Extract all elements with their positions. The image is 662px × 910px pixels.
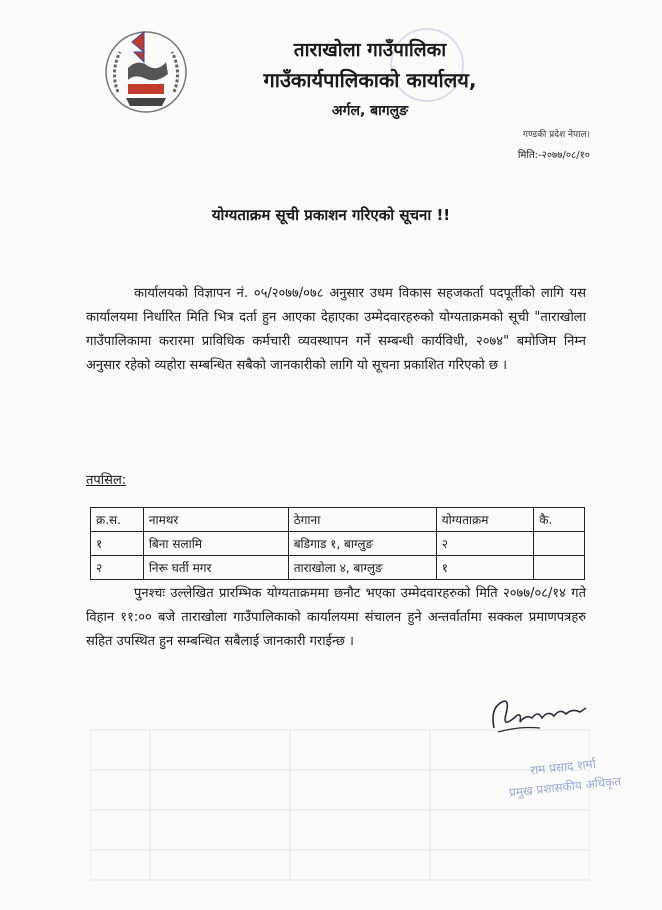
office-subtitle: गाउँकार्यपालिकाको कार्यालय, [263, 68, 477, 92]
merit-list-table [90, 507, 585, 580]
notice-heading: योग्यताक्रम सूची प्रकाशन गरिएको सूचना !! [211, 206, 451, 224]
cell-remarks [534, 556, 585, 580]
office-address: अर्गल, बागलुङ [331, 103, 409, 119]
cell-remarks [534, 532, 585, 556]
col-header-remarks: कै. [534, 508, 585, 532]
notice-date: मिति:-२०७७/०८/१० [517, 150, 590, 161]
cell-serial: २ [91, 556, 144, 580]
col-header-address: ठेगाना [288, 508, 436, 532]
details-label: तपसिल: [86, 473, 127, 488]
stamp-title: प्रमुख प्रशासकीय अधिकृत [508, 774, 622, 800]
handwritten-signature [480, 688, 600, 738]
nepal-government-emblem-icon [98, 22, 194, 118]
cell-serial: १ [91, 532, 144, 556]
stamp-name: राम प्रसाद शर्मा [529, 756, 597, 778]
bleed-through-ghost [90, 710, 590, 900]
office-name: ताराखोला गाउँपालिका [293, 39, 447, 61]
cell-address: बडिगाड १, बाग्लुङ [288, 532, 436, 556]
col-header-merit: योग्यताक्रम [436, 508, 534, 532]
col-header-name: नामथर [143, 508, 288, 532]
table-row [91, 556, 585, 580]
province-label: गण्डकी प्रदेश नेपाल। [522, 130, 590, 140]
cell-address: ताराखोला ४, बाग्लुङ [288, 556, 436, 580]
cell-merit: २ [436, 532, 534, 556]
table-header-row [91, 508, 585, 532]
table-row [91, 532, 585, 556]
notice-body: कार्यालयको विज्ञापन नं. ०५/२०७७/०७८ अनुसार उधम विकास सहजकर्ता पदपूर्तीको लागि यस कार्यालयमा निर्धारित मिति भित्र दर्ता हुन आएका देहाएका उम्मेदवारहरुको योग्यताक्रमको सूची "ताराखोला गाउँपालिकामा करारमा प्राविधिक कर्मचारी व्यवस्थापन गर्ने सम्बन्धी कार्यविधी, २०७४" बमोजिम निम्न अनुसार रहेको व्यहोरा सम्बन्धित सबैको जानकारीको लागि यो सूचना प्रकाशित गरिएको छ । [86, 286, 586, 373]
cell-name: बिना सलामि [143, 532, 288, 556]
postscript-text: पुनश्चः उल्लेखित प्रारम्भिक योग्यताक्रममा छनौट भएका उम्मेदवारहरुको मिति २०७७/०८/१४ गते विहान ११:०० बजे ताराखोला गाउँपालिकाको कार्यालयमा संचालन हुने अन्तर्वार्तामा सक्कल प्रमाणपत्रहरु सहित उपस्थित हुन सम्बन्धित सबैलाई जानकारी गराईन्छ । [86, 586, 586, 649]
col-header-serial: क्र.स. [91, 508, 144, 532]
cell-merit: १ [436, 556, 534, 580]
cell-name: निरू घर्ती मगर [143, 556, 288, 580]
